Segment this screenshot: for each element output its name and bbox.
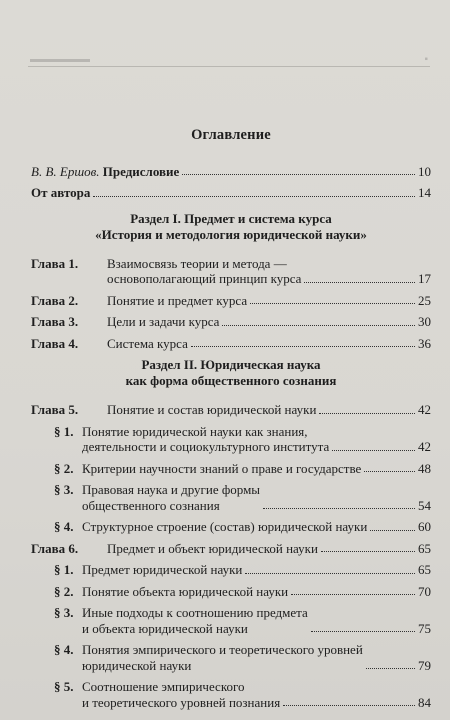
entry-page: 17 [418, 271, 431, 286]
leader-dots [364, 471, 415, 472]
leader-dots [370, 530, 415, 531]
entry-page: 48 [418, 460, 431, 476]
entry-page: 25 [418, 292, 431, 308]
section-heading-1 [31, 211, 431, 243]
toc-entry-chapter-5[interactable] [31, 402, 431, 418]
para-label: § 4. [54, 519, 74, 534]
leader-dots [182, 174, 415, 175]
section-title: Раздел II. Юридическая наука [141, 357, 321, 372]
entry-page: 75 [418, 620, 431, 636]
leader-dots [319, 413, 415, 414]
para-title-line2: юридической науки [82, 657, 192, 673]
toc-entry-chapter-3[interactable] [31, 314, 431, 330]
toc-entry-ch6-para-1[interactable] [31, 562, 431, 578]
chapter-label: Глава 3. [31, 314, 79, 329]
para-title: Структурное строение (состав) юридической науки [82, 519, 368, 534]
toc-entry-preface[interactable] [31, 164, 431, 180]
leader-dots [263, 508, 415, 509]
para-label: § 3. [54, 605, 74, 620]
entry-page: 60 [418, 519, 431, 534]
chapter-label: Глава 1. [31, 255, 79, 271]
entry-page: 65 [418, 562, 431, 577]
chapter-label: Глава 2. [31, 292, 79, 308]
entry-page: 36 [418, 335, 431, 351]
para-title: Критерии научности знаний о праве и государстве [82, 460, 362, 476]
leader-dots [191, 346, 415, 347]
toc-entry-chapter-1[interactable] [31, 256, 431, 287]
toc-entry-ch6-para-3[interactable] [31, 605, 431, 636]
para-title-line1: Понятие юридической науки как знания, [82, 423, 308, 439]
leader-dots [291, 594, 415, 595]
toc-entry-ch5-para-4[interactable] [31, 519, 431, 535]
leader-dots [366, 668, 415, 669]
bleed-through-text: ▬▬▬▬▬▬ [30, 54, 90, 65]
entry-title: Предисловие [102, 163, 180, 179]
toc-entry-chapter-4[interactable] [31, 336, 431, 352]
entry-page: 14 [418, 185, 431, 200]
bleed-through-rule [28, 66, 430, 67]
para-label: § 2. [54, 583, 74, 599]
entry-page: 70 [418, 583, 431, 599]
para-label: § 2. [54, 460, 74, 476]
section-subtitle: «История и методология юридической науки» [95, 226, 367, 242]
toc-entry-ch6-para-5[interactable] [31, 679, 431, 710]
entry-page: 54 [418, 497, 431, 513]
chapter-label: Глава 6. [31, 540, 79, 556]
para-title-line2: и теоретического уровней познания [82, 694, 281, 710]
entry-title: От автора [31, 185, 91, 200]
entry-page: 79 [418, 657, 431, 673]
para-title-line2: общественного сознания [82, 497, 220, 513]
toc-entry-chapter-2[interactable] [31, 293, 431, 309]
para-label: § 1. [54, 423, 74, 439]
toc-entry-ch5-para-2[interactable] [31, 461, 431, 477]
para-label: § 5. [54, 679, 74, 694]
para-label: § 1. [54, 562, 74, 577]
entry-page: 84 [418, 694, 431, 710]
leader-dots [304, 282, 415, 283]
para-label: § 3. [54, 482, 74, 497]
chapter-title-line2: основополагающий принцип курса [107, 271, 302, 286]
toc-entry-ch5-para-3[interactable] [31, 482, 431, 513]
chapter-title: Система курса [107, 335, 188, 351]
leader-dots [283, 705, 415, 706]
entry-page: 10 [418, 163, 431, 179]
section-title: Раздел I. Предмет и система курса [130, 210, 332, 226]
chapter-title: Понятие и состав юридической науки [107, 402, 317, 417]
para-title: Предмет юридической науки [82, 562, 243, 577]
entry-page: 65 [418, 540, 431, 556]
leader-dots [311, 631, 415, 632]
para-title-line2: деятельности и социокультурного института [82, 439, 330, 454]
para-title-line1: Правовая наука и другие формы [82, 482, 261, 497]
toc-entry-ch5-para-1[interactable] [31, 424, 431, 455]
para-title: Понятие объекта юридической науки [82, 583, 289, 599]
leader-dots [222, 325, 415, 326]
para-title-line1: Иные подходы к соотношению предмета [82, 605, 308, 620]
chapter-title: Предмет и объект юридической науки [107, 540, 318, 556]
toc-entry-ch6-para-2[interactable] [31, 584, 431, 600]
para-title-line2: и объекта юридической науки [82, 620, 248, 636]
chapter-title: Цели и задачи курса [107, 314, 220, 329]
bleed-through-number: ▪ [424, 54, 428, 65]
toc-title: Оглавление [191, 127, 271, 143]
para-label: § 4. [54, 642, 74, 657]
section-heading-2 [31, 357, 431, 389]
leader-dots [321, 551, 415, 552]
chapter-title-line1: Взаимосвязь теории и метода — [107, 255, 287, 271]
entry-page: 30 [418, 314, 431, 329]
section-subtitle: как форма общественного сознания [125, 373, 337, 388]
leader-dots [93, 196, 415, 197]
entry-author: В. В. Ершов [31, 163, 97, 179]
leader-dots [245, 573, 415, 574]
toc-entry-from-author[interactable] [31, 185, 431, 201]
para-title-line1: Понятия эмпирического и теоретического уровней [82, 642, 363, 657]
entry-text: В. В. Ершов. Предисловие [31, 163, 180, 179]
entry-page: 42 [418, 402, 431, 417]
chapter-label: Глава 5. [31, 402, 79, 417]
leader-dots [250, 303, 415, 304]
entry-page: 42 [418, 439, 431, 454]
chapter-label: Глава 4. [31, 335, 79, 351]
table-of-contents [31, 128, 431, 716]
toc-entry-chapter-6[interactable] [31, 541, 431, 557]
leader-dots [332, 450, 415, 451]
toc-entry-ch6-para-4[interactable] [31, 642, 431, 673]
chapter-title: Понятие и предмет курса [107, 292, 248, 308]
para-title-line1: Соотношение эмпирического [82, 679, 245, 694]
